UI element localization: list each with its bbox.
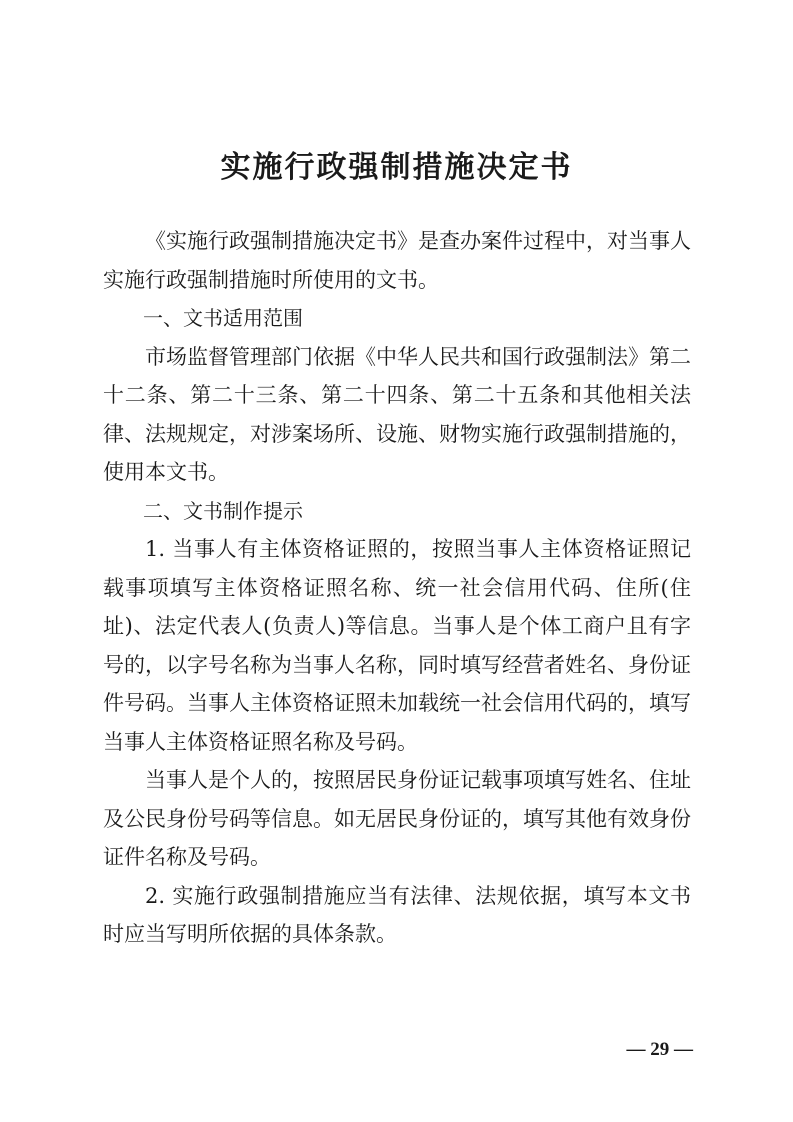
scope-paragraph: 市场监督管理部门依据《中华人民共和国行政强制法》第二十二条、第二十三条、第二十四条、第二十五条和其他相关法律、法规规定，对涉案场所、设施、财物实施行政强制措施的，使用本文书。 xyxy=(103,344,691,484)
intro-paragraph: 《实施行政强制措施决定书》是查办案件过程中，对当事人实施行政强制措施时所使用的文书。 xyxy=(103,229,691,292)
page-number: — 29 — xyxy=(626,1039,693,1060)
section-heading-tips: 二、文书制作提示 xyxy=(143,498,303,523)
tip-2-paragraph: 2. 实施行政强制措施应当有法律、法规依据，填写本文书时应当写明所依据的具体条款。 xyxy=(103,883,691,946)
tip-1-individual-paragraph: 当事人是个人的，按照居民身份证记载事项填写姓名、住址及公民身份号码等信息。如无居民身份证的，填写其他有效身份证件名称及号码。 xyxy=(103,768,691,869)
page-title: 实施行政强制措施决定书 xyxy=(220,150,573,185)
section-heading-scope: 一、文书适用范围 xyxy=(143,306,303,330)
tip-1-paragraph: 1. 当事人有主体资格证照的，按照当事人主体资格证照记载事项填写主体资格证照名称、统一社会信用代码、住所(住址)、法定代表人(负责人)等信息。当事人是个体工商户且有字号的，以字号名称为当事人名称，同时填写经营者姓名、身份证件号码。当事人主体资格证照未加载统一社会信用代码的，填写当事人主体资格证照名称及号码。 xyxy=(103,537,691,754)
document-body xyxy=(103,222,691,954)
